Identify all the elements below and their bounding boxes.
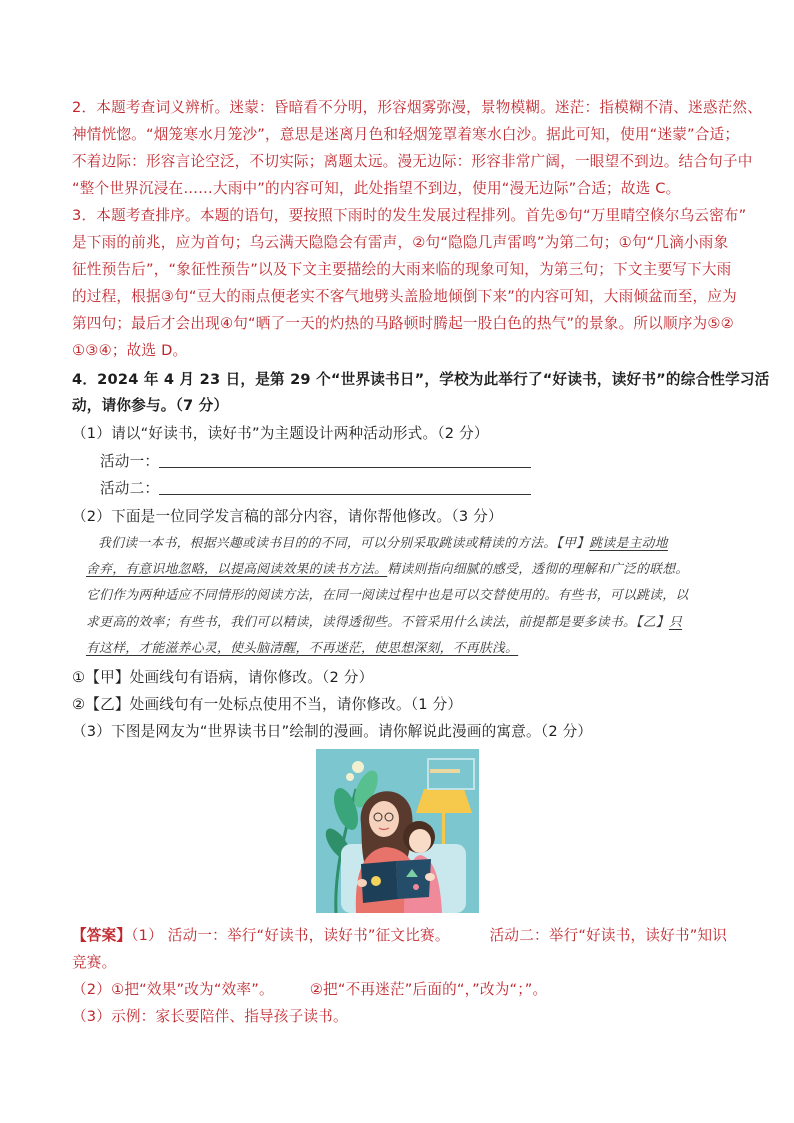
activity-2-row [100,479,531,499]
answer-line-4: （3）示例：家长要陪伴、指导孩子读书。 [72,1008,348,1025]
q2-line-2: 神情恍惚。“烟笼寒水月笼沙”，意思是迷离月色和轻烟笼罩着寒水白沙。据此可知，使用“迷蒙”合适； [72,126,740,143]
sub-question-1: ①【甲】处画线句有语病，请你修改。（2 分） [72,669,374,686]
passage-underlined-yi: 只 [668,615,683,630]
q3-line-2: 是下雨的前兆，应为首句；乌云满天隐隐会有雷声，②句“隐隐几声雷鸣”为第二句；①句“几滴小雨象 [72,234,729,251]
answer-1-activity-2: 活动二：举行“好读书，读好书”知识 [489,927,728,944]
q3-line-6: ①③④；故选 D。 [72,342,188,359]
activity-2-blank [159,480,531,495]
activity-2-label: 活动二： [100,480,160,497]
passage-underlined-jia: 舍弃，有意识地忽略，以提高阅读效果的读书方法。 [86,562,388,577]
answer-2-part-1: （2）①把“效果”改为“效率”。 [72,981,274,998]
answer-tag: 【答案】 [72,927,132,944]
passage-line-2 [86,561,688,579]
passage-line-4 [86,614,682,632]
activity-1-blank [159,453,531,468]
q3-line-5: 第四句；最后才会出现④句“晒了一天的灼热的马路顿时腾起一股白色的热气”的景象。所以顺序为⑤② [72,315,734,332]
q2-line-3: 不着边际：形容言论空泛，不切实际；离题太远。漫无边际：形容非常广阔，一眼望不到边。结合句子中 [72,153,753,170]
reading-cartoon-illustration [316,749,479,913]
q4-stem-line-1: 4．2024 年 4 月 23 日，是第 29 个“世界读书日”，学校为此举行了“好读书，读好书”的综合性学习活 [72,371,770,388]
q3-line-4: 的过程，根据③句“豆大的雨点便老实不客气地劈头盖脸地倾倒下来”的内容可知，大雨倾盆而至，应为 [72,288,737,305]
passage-text: 精读则指向细腻的感受，透彻的理解和广泛的联想。 [387,562,689,577]
answer-line-3 [72,980,547,1000]
passage-text: 求更高的效率；有些书，我们可以精读，读得透彻些。不管采用什么读法，前提都是要多读书。【乙】 [86,615,669,630]
passage-underlined-jia: 跳读是主动地 [589,536,668,551]
activity-1-label: 活动一： [100,453,160,470]
answer-2-part-2: ②把“不再迷茫”后面的“，”改为“；”。 [309,981,548,998]
q4-part-3-prompt: （3）下图是网友为“世界读书日”绘制的漫画。请你解说此漫画的寓意。（2 分） [72,723,593,740]
passage-line-1 [98,535,668,553]
q3-line-3: 征性预告后”，“象征性预告”以及下文主要描绘的大雨来临的现象可知，为第三句；下文主要写下大雨 [72,261,732,278]
answer-line-1 [72,926,727,946]
answer-line-2: 竞赛。 [72,954,117,971]
q2-line-4: “整个世界沉浸在……大雨中”的内容可知，此处指望不到边，使用“漫无边际”合适；故选 C。 [72,180,681,197]
q4-part-2-prompt: （2）下面是一位同学发言稿的部分内容，请你帮他修改。（3 分） [72,508,503,525]
q4-stem-line-2: 动，请你参与。（7 分） [72,397,229,414]
q3-line-1: 3．本题考查排序。本题的语句，要按照下雨时的发生发展过程排列。首先⑤句“万里晴空倏尔乌云密布” [72,207,747,224]
q2-line-1: 2．本题考查词义辨析。迷蒙：昏暗看不分明，形容烟雾弥漫，景物模糊。迷茫：指模糊不清、迷惑茫然、 [72,99,763,116]
passage-text: 我们读一本书，根据兴趣或读书目的的不同，可以分别采取跳读或精读的方法。【甲】 [98,536,590,551]
answer-1-activity-1: （1） 活动一：举行“好读书，读好书”征文比赛。 [131,927,450,944]
q4-part-1-prompt: （1）请以“好读书，读好书”为主题设计两种活动形式。（2 分） [72,425,489,442]
passage-line-3: 它们作为两种适应不同情形的阅读方法，在同一阅读过程中也是可以交替使用的。有些书，可以跳读，以 [86,588,689,603]
sub-question-2: ②【乙】处画线句有一处标点使用不当，请你修改。（1 分） [72,696,463,713]
activity-1-row [100,452,531,472]
passage-line-5 [86,640,518,658]
passage-underlined-yi: 有这样，才能滋养心灵，使头脑清醒，不再迷茫，使思想深刻，不再肤浅。 [86,641,519,656]
